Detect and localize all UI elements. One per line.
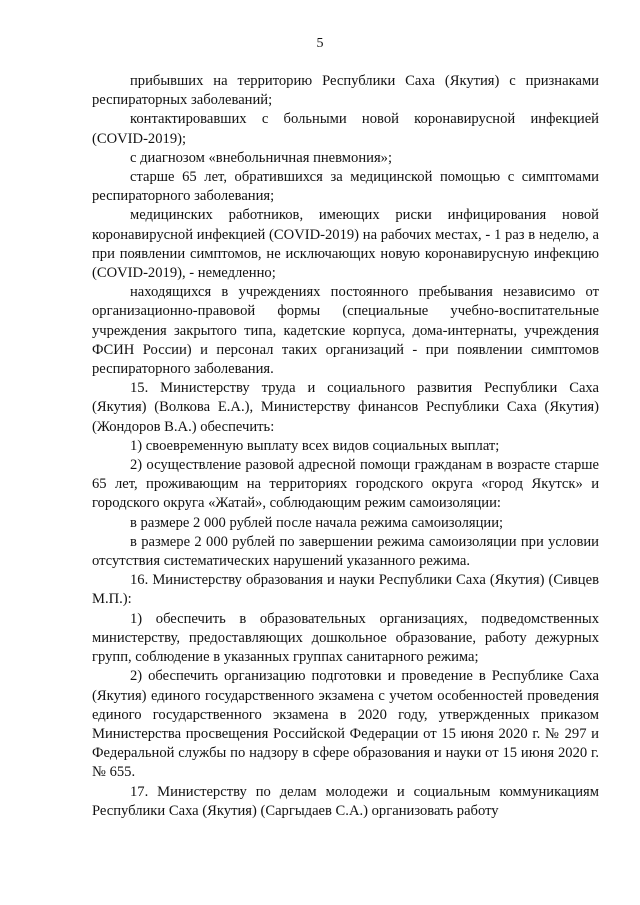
paragraph-item-15: 15. Министерству труда и социального развития Республики Саха (Якутия) (Волкова Е.А.), Министерству финансов Республики Саха (Якутия) (Жондоров В.А.) обеспечить: bbox=[92, 380, 599, 435]
paragraph-over-65: старше 65 лет, обратившихся за медицинской помощью с симптомами респираторного заболевания; bbox=[92, 169, 599, 205]
paragraph-payment-end: в размере 2 000 рублей по завершении режима самоизоляции при условии отсутствия систематических нарушений указанного режима. bbox=[92, 533, 599, 570]
page-number: 5 bbox=[316, 36, 324, 51]
paragraph-item-15-2: 2) осуществление разовой адресной помощи гражданам в возрасте старше 65 лет, проживающим на территориях городского округа «город Якутск» и городского округа «Жатай», соблюдающим режим самоизоляции: bbox=[92, 457, 599, 512]
paragraph-item-16: 16. Министерству образования и науки Республики Саха (Якутия) (Сивцев М.П.): bbox=[92, 572, 599, 608]
paragraph-item-17: 17. Министерству по делам молодежи и социальным коммуникациям Республики Саха (Якутия) (Саргыдаев С.А.) организовать работу bbox=[92, 783, 599, 819]
paragraph-medical-workers: медицинских работников, имеющих риски инфицирования новой коронавирусной инфекцией (COVID-2019) на рабочих местах, - 1 раз в неделю, а при появлении симптомов, не исключающих новую коронавирусную инфекцию (COVID-2019), - немедленно; bbox=[92, 207, 599, 282]
paragraph-covid-contacts: контактировавших с больными новой коронавирусной инфекцией (COVID-2019); bbox=[92, 111, 599, 147]
paragraph-payment-start: в размере 2 000 рублей после начала режима самоизоляции; bbox=[130, 514, 504, 531]
paragraph-item-16-2: 2) обеспечить организацию подготовки и проведение в Республике Саха (Якутия) единого государственного экзамена с учетом особенностей проведения единого государственного экзамена в 2020 году, утвержденных приказом Министерства просвещения Российской Федерации от 15 июня 2020 г. № 297 и Федеральной службы по надзору в сфере образования и науки от 15 июня 2020 г. № 655. bbox=[92, 668, 599, 781]
paragraph-arrived-with-symptoms: прибывших на территорию Республики Саха (Якутия) с признаками респираторных заболеваний; bbox=[92, 73, 599, 109]
paragraph-permanent-residence-institutions: находящихся в учреждениях постоянного пребывания независимо от организационно-правовой формы (специальные учебно-воспитательные учреждения закрытого типа, кадетские корпуса, дома-интернаты, учреждения ФСИН России) и персонал таких организаций - при появлении симптомов респираторного заболевания. bbox=[92, 284, 599, 378]
paragraph-pneumonia-diagnosis: с диагнозом «внебольничная пневмония»; bbox=[130, 149, 393, 166]
paragraph-item-15-1: 1) своевременную выплату всех видов социальных выплат; bbox=[130, 437, 500, 454]
document-body bbox=[92, 72, 599, 821]
paragraph-item-16-1: 1) обеспечить в образовательных организациях, подведомственных министерству, предоставляющих дошкольное образование, работу дежурных групп, соблюдение в указанных группах санитарного режима; bbox=[92, 610, 599, 666]
